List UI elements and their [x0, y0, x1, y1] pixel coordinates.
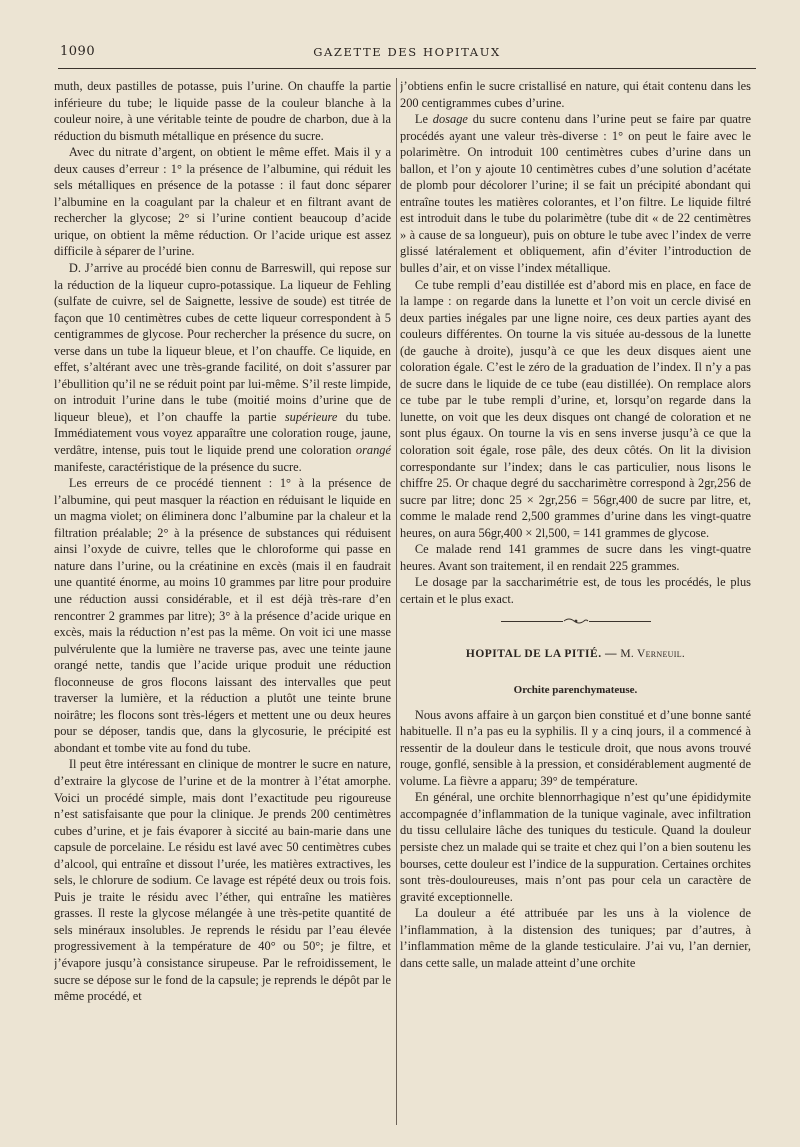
page-header	[58, 42, 756, 69]
paragraph: Les erreurs de ce procédé tiennent : 1° à la présence de l’albumine, qui peut masquer la réaction en réduisant le liquide en un magma violet; on éliminera donc l’albumine par la chaleur et la filtration préalable; 2° à la présence de substances qui réduisent ainsi l’oxyde de cuivre, telles que le chloroforme qui passe en nature dans l’urine, ou la créatinine en excès (mais il en faudrait une quantité énorme, au moins 10 grammes par litre pour produire une réduction aussi considérable, et il est déjà très-rare d’en rencontrer 2 grammes par litre); 3° à la présence d’acide urique en excès, mais la réduction n’est pas la même. On voit ici une masse pulvérulente que la lumière ne traverse pas, avec une teinte jaune orangé nette, tandis que l’acide urique produit une réduction floconneuse de gros flocons laissant des intervalles que peut traverser la lumière, et la réduction a plutôt une teinte brune noirâtre; les flocons sont très-légers et mettent une ou deux heures pour se déposer, tandis que, dans la glycosurie, le précipité est abondant et tombe vite au fond du tube.	[54, 476, 391, 755]
section-separator	[501, 614, 651, 628]
paragraph: Nous avons affaire à un garçon bien constitué et d’une bonne santé habituelle. Il n’a pas eu la syphilis. Il y a cinq jours, il a commencé à ressentir de la douleur dans le testicule droit, que nous avons trouvé rouge, gonflé, sensible à la pression, et considérablement augmenté de volume. La fièvre a apparu; 39° de température.	[400, 707, 751, 788]
paragraph	[54, 260, 391, 475]
text-run: du sucre contenu dans l’urine peut se faire par quatre procédés ayant une valeur très-diverse : 1° on peut le faire avec le polarimètre. On introduit 100 centimètres cubes d’urine dans un ballon, et l’on y ajoute 10 centimètres cubes d’une solution d’acétate de plomb pour décolorer l’urine; il se fait un précipité abondant qui entraîne toutes les matières colorantes, et l’on filtre. Le liquide filtré est introduit dans le tube du polarimètre (tube dit « de 22 centimètres » à cause de sa longueur), puis on obture le tube avec l’index de verre glissé latéralement et obliquement, afin d’éviter l’introduction de bulles d’air, et on visse l’index métallique.	[400, 112, 751, 276]
paragraph: La douleur a été attribuée par les uns à la violence de l’inflammation, à la distension des tuniques; par d’autres, à l’inflammation même de la glande testiculaire. J’ai vu, l’an dernier, dans cette salle, un malade atteint d’une orchite	[400, 906, 751, 970]
text-run: manifeste, caractéristique de la présence du sucre.	[54, 459, 302, 474]
author-name: M. Verneuil.	[620, 647, 686, 660]
paragraph: Ce tube rempli d’eau distillée est d’abord mis en place, en face de la lampe : on regarde dans la lunette et l’on voit un cercle divisé en deux parties inégales par une ligne noire, ces deux parties ayant des couleurs différentes. On tourne la vis située au-dessous de la lunette (de gauche à droite), jusqu’à ce que les deux disques aient une coloration égale. C’est le zéro de la graduation de l’index. Il n’y a pas de sucre dans le liquide de ce tube (eau distillée). On remplace alors ce tube par le tube rempli d’urine, et, lorsqu’on regarde dans la lunette, on voit que les deux disques ont changé de coloration et ne sont plus égaux. On tourne la vis en sens inverse jusqu’à ce que la coloration soit égale, rose pâle, des deux côtés. On lit la division correspondante sur l’index; dans le cas particulier, nous lisons le chiffre 25. Or chaque degré du saccharimètre correspond à 2gr,256 de sucre par litre; donc 25 × 2gr,256 = 56gr,400 de sucre par litre, et, comme le malade rend 2,500 grammes d’urine dans les vingt-quatre heures, on aura 56gr,400 × 2l,500, = 141 grammes de glycose.	[400, 277, 751, 540]
italic-text: dosage	[432, 112, 468, 127]
text-run: D. J’arrive au procédé bien connu de Barreswill, qui repose sur la réduction de la liqueur cupro-potassique. La liqueur de Fehling (sulfate de cuivre, sel de Saignette, lessive de soude) est titrée de façon que 10 centimètres cubes de cette liqueur correspondent à 5 centigrammes de glycose. Pour rechercher la présence du sucre, on verse dans un tube la liqueur bleue, et l’on chauffe. Ce liquide, en effet, s’altérant avec une très-grande facilité, on doit s’assurer par l’ébullition qu’il ne se réduit point par lui-même. S’il reste limpide, on introduit l’urine dans le tube (moitié moins d’urine que de liqueur bleue), et l’on chauffe la partie	[54, 261, 391, 424]
paragraph: Le dosage par la saccharimétrie est, de tous les procédés, le plus certain et le plus exact.	[400, 575, 751, 606]
ornament-icon	[563, 617, 589, 625]
italic-text: orangé	[355, 443, 391, 458]
paragraph: En général, une orchite blennorrhagique n’est qu’une épididymite accompagnée d’inflammation de la tunique vaginale, avec infiltration du tissu cellulaire lâche des tuniques du testicule. Quand la douleur persiste chez un malade qui se traite et chez qui l’on a bien soutenu les bourses, cette douleur est l’indice de la suppuration. Certaines orchites sont très-douloureuses, mais n’ont pas pour cela un caractère de gravité exceptionnelle.	[400, 790, 751, 904]
paragraph: Ce malade rend 141 grammes de sucre dans les vingt-quatre heures. Avant son traitement, il en rendait 225 grammes.	[400, 542, 751, 573]
paragraph: muth, deux pastilles de potasse, puis l’urine. On chauffe la partie inférieure du tube; le liquide passe de la couleur blanche à la couleur noire, à une véritable teinte de poudre de charbon, due à la réduction du bismuth métallique en présence du sucre.	[54, 79, 391, 143]
journal-title: GAZETTE DES HOPITAUX	[313, 45, 501, 59]
paragraph: Il peut être intéressant en clinique de montrer le sucre en nature, d’extraire la glycose de l’urine et de la montrer à l’état amorphe. Voici un procédé simple, mais dont l’exactitude peu rigoureuse n’est satisfaisante que pour la clinique. Je prends 200 centimètres cubes d’urine, et je fais évaporer à siccité au bain-marie dans une capsule de porcelaine. Le résidu est lavé avec 50 centimètres cubes d’alcool, qui entraîne et dissout l’urée, les matières extractives, les sels, le chlorure de sodium. Ce lavage est répété deux ou trois fois. Puis je traite le résidu avec l’éther, qui entraîne les matières grasses. Il reste la glycose mélangée à une très-petite quantité de sels minéraux insolubles. Je reprends le résidu par l’eau élevée progressivement à la température de 40° ou 50°; je filtre, et j’évapore jusqu’à consistance sirupeuse. Par le refroidissement, le sucre se dépose sur le fond de la capsule; je reprends le dépôt par le même procédé, et	[54, 757, 391, 1004]
italic-text: supérieure	[284, 409, 338, 424]
paragraph: Avec du nitrate d’argent, on obtient le même effet. Mais il y a deux causes d’erreur : 1° la présence de l’albumine, qui réduit les sels métalliques en présence de la potasse : il faut donc séparer l’albumine en la coagulant par la chaleur et en filtrant avant de rechercher la glycose; 2° si l’urine contient beaucoup d’acide urique, on obtient la même réduction. Or l’acide urique est assez difficile à séparer de l’urine.	[54, 145, 391, 259]
paragraph: j’obtiens enfin le sucre cristallisé en nature, qui était contenu dans les 200 centigrammes cubes d’urine.	[400, 79, 751, 110]
text-run: du tube. Immédiatement vous voyez apparaître une coloration rouge, jaune, verdâtre, intense, puis tout le liquide prend une coloration	[54, 409, 391, 458]
column-divider	[396, 78, 397, 1125]
page-number: 1090	[60, 44, 96, 59]
text-run: Le	[414, 112, 433, 127]
left-column	[54, 78, 391, 1129]
article-title: Orchite parenchymateuse.	[513, 684, 638, 697]
hospital-name: HOPITAL DE LA PITIÉ. —	[465, 647, 617, 660]
paragraph	[400, 111, 751, 276]
section-heading	[400, 646, 751, 663]
right-column	[400, 78, 751, 1129]
